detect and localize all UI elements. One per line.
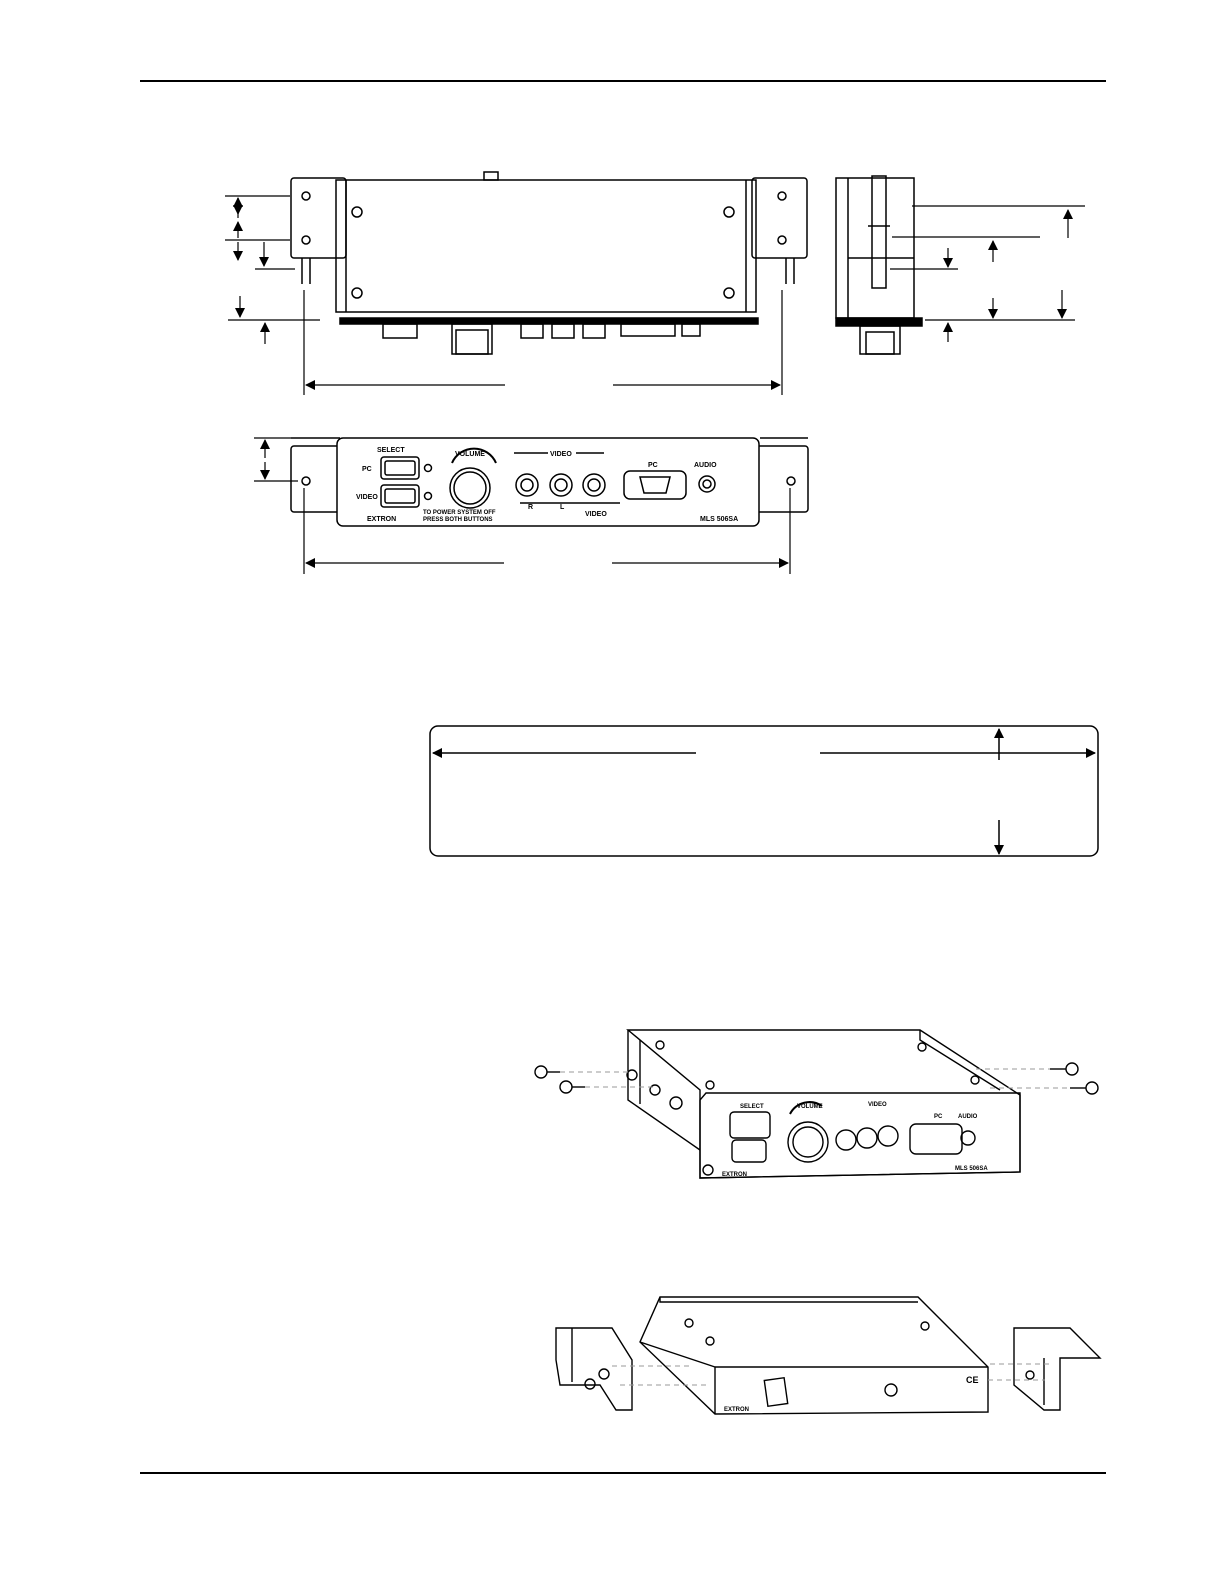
video-button-label: VIDEO (356, 494, 378, 501)
select-label: SELECT (377, 447, 405, 454)
iso1-audio-label: AUDIO (958, 1114, 978, 1120)
l-label: L (560, 504, 565, 511)
pc-port-label: PC (648, 462, 658, 469)
video-top-label: VIDEO (550, 451, 572, 458)
cutout-dimensions (433, 729, 1095, 854)
pc-button-label: PC (362, 466, 372, 473)
iso1-volume-label: VOLUME (797, 1104, 823, 1110)
screw-icons-right (1050, 1063, 1098, 1094)
iso2-brand: EXTRON (724, 1407, 750, 1413)
video-bottom-label: VIDEO (585, 511, 607, 518)
iso1-model: MLS 506SA (955, 1166, 988, 1172)
top-view-drawing (291, 172, 807, 354)
power-note-line1: TO POWER SYSTEM OFF (423, 510, 496, 516)
top-view-dimensions (225, 196, 782, 395)
isometric-assembly-2 (556, 1297, 1100, 1414)
power-note-line2: PRESS BOTH BUTTONS (423, 517, 493, 523)
model-label: MLS 506SA (700, 516, 739, 523)
volume-label: VOLUME (455, 451, 485, 458)
cutout-template (430, 726, 1098, 856)
iso1-select-label: SELECT (740, 1104, 764, 1110)
screw-icons-left (535, 1066, 585, 1093)
brand-logo-text: EXTRON (367, 516, 397, 523)
iso1-video-label: VIDEO (868, 1102, 887, 1108)
end-view-drawing (836, 176, 922, 354)
audio-label: AUDIO (694, 462, 717, 469)
iso1-pc-label: PC (934, 1114, 943, 1120)
ce-mark-label: CE (966, 1375, 979, 1385)
iso1-brand: EXTRON (722, 1172, 748, 1178)
r-label: R (528, 504, 534, 511)
